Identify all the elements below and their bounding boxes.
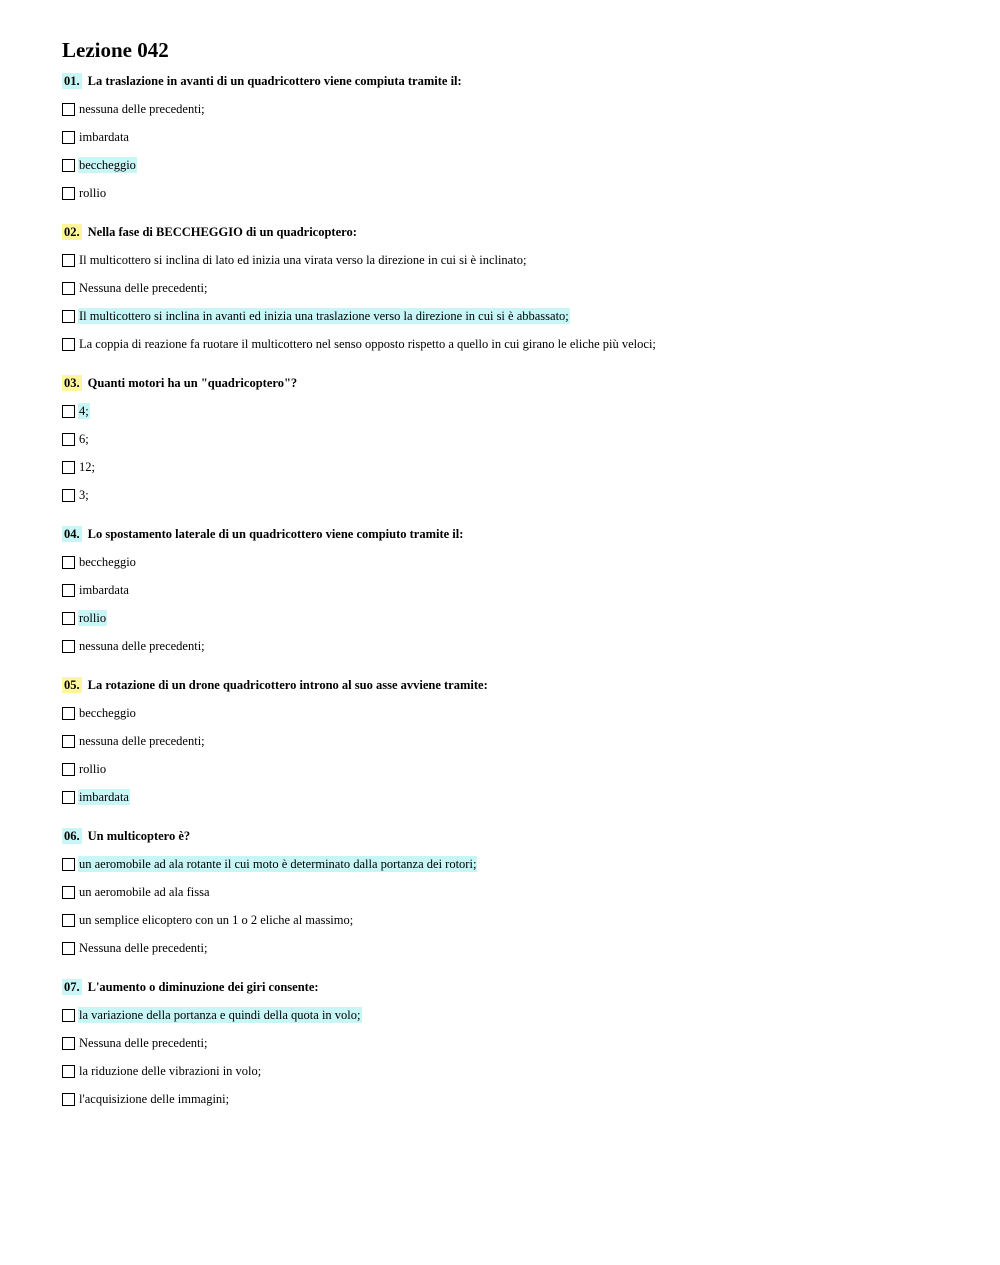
answer-text: nessuna delle precedenti; xyxy=(79,734,205,748)
answer-option-correct[interactable] xyxy=(62,855,962,873)
answer-option[interactable] xyxy=(62,128,962,146)
answer-option[interactable] xyxy=(62,883,962,901)
checkbox-icon[interactable] xyxy=(62,735,75,748)
answer-option[interactable] xyxy=(62,486,962,504)
answer-text: imbardata xyxy=(79,130,129,144)
question-text: La traslazione in avanti di un quadricottero viene compiuta tramite il: xyxy=(87,74,462,88)
page-title: Lezione 042 xyxy=(62,38,169,62)
answer-text: imbardata xyxy=(79,790,129,804)
answer-option[interactable] xyxy=(62,553,962,571)
checkbox-icon[interactable] xyxy=(62,254,75,267)
answer-option[interactable] xyxy=(62,430,962,448)
question-number: 03. xyxy=(64,376,80,390)
answer-text: 4; xyxy=(79,404,89,418)
answer-text: un semplice elicoptero con un 1 o 2 eliche al massimo; xyxy=(79,913,354,927)
question-text: La rotazione di un drone quadricottero introno al suo asse avviene tramite: xyxy=(87,678,488,692)
checkbox-icon[interactable] xyxy=(62,103,75,116)
answer-text: la variazione della portanza e quindi della quota in volo; xyxy=(79,1008,361,1022)
checkbox-icon[interactable] xyxy=(62,433,75,446)
question-block xyxy=(62,223,962,353)
answer-option[interactable] xyxy=(62,335,962,353)
answer-option[interactable] xyxy=(62,760,962,778)
checkbox-icon[interactable] xyxy=(62,282,75,295)
question-block xyxy=(62,72,962,202)
question-text: L'aumento o diminuzione dei giri consente: xyxy=(87,980,319,994)
answer-option[interactable] xyxy=(62,637,962,655)
checkbox-icon[interactable] xyxy=(62,556,75,569)
answer-text: la riduzione delle vibrazioni in volo; xyxy=(79,1064,262,1078)
answer-option[interactable] xyxy=(62,1090,962,1108)
answer-option[interactable] xyxy=(62,184,962,202)
answer-option[interactable] xyxy=(62,732,962,750)
checkbox-icon[interactable] xyxy=(62,489,75,502)
checkbox-icon[interactable] xyxy=(62,942,75,955)
checkbox-icon[interactable] xyxy=(62,461,75,474)
question-number: 02. xyxy=(64,225,80,239)
answer-text: rollio xyxy=(79,762,107,776)
answer-option[interactable] xyxy=(62,581,962,599)
question-block xyxy=(62,374,962,504)
answer-option[interactable] xyxy=(62,458,962,476)
checkbox-icon[interactable] xyxy=(62,640,75,653)
answer-option[interactable] xyxy=(62,100,962,118)
checkbox-icon[interactable] xyxy=(62,612,75,625)
question-block xyxy=(62,525,962,655)
answer-option[interactable] xyxy=(62,704,962,722)
question-text: Quanti motori ha un "quadricoptero"? xyxy=(87,376,298,390)
checkbox-icon[interactable] xyxy=(62,405,75,418)
answer-text: 3; xyxy=(79,488,89,502)
question-header xyxy=(62,827,962,845)
answer-text: un aeromobile ad ala rotante il cui moto è determinato dalla portanza dei rotori; xyxy=(79,857,477,871)
answer-text: Nessuna delle precedenti; xyxy=(79,941,208,955)
question-text: Nella fase di BECCHEGGIO di un quadricoptero: xyxy=(87,225,357,239)
question-text: Lo spostamento laterale di un quadricottero viene compiuto tramite il: xyxy=(87,527,464,541)
answer-option-correct[interactable] xyxy=(62,156,962,174)
checkbox-icon[interactable] xyxy=(62,338,75,351)
question-block xyxy=(62,978,962,1108)
question-header xyxy=(62,525,962,543)
answer-option-correct[interactable] xyxy=(62,402,962,420)
answer-text: un aeromobile ad ala fissa xyxy=(79,885,210,899)
question-header xyxy=(62,978,962,996)
question-header xyxy=(62,676,962,694)
checkbox-icon[interactable] xyxy=(62,1037,75,1050)
checkbox-icon[interactable] xyxy=(62,310,75,323)
answer-option[interactable] xyxy=(62,251,962,269)
answer-option-correct[interactable] xyxy=(62,788,962,806)
answer-text: La coppia di reazione fa ruotare il multicottero nel senso opposto rispetto a quello in cui girano le eliche più veloci; xyxy=(79,337,656,351)
answer-option[interactable] xyxy=(62,911,962,929)
question-header xyxy=(62,374,962,392)
answer-option[interactable] xyxy=(62,279,962,297)
checkbox-icon[interactable] xyxy=(62,159,75,172)
checkbox-icon[interactable] xyxy=(62,707,75,720)
question-number: 05. xyxy=(64,678,80,692)
answer-text: rollio xyxy=(79,611,107,625)
answer-text: imbardata xyxy=(79,583,129,597)
answer-option[interactable] xyxy=(62,1062,962,1080)
answer-option[interactable] xyxy=(62,939,962,957)
question-text: Un multicoptero è? xyxy=(87,829,191,843)
answer-text: Il multicottero si inclina di lato ed inizia una virata verso la direzione in cui si è inclinato; xyxy=(79,253,527,267)
answer-text: beccheggio xyxy=(79,555,136,569)
question-number: 04. xyxy=(64,527,80,541)
checkbox-icon[interactable] xyxy=(62,858,75,871)
answer-text: nessuna delle precedenti; xyxy=(79,639,205,653)
answer-text: 6; xyxy=(79,432,89,446)
checkbox-icon[interactable] xyxy=(62,763,75,776)
answer-text: beccheggio xyxy=(79,158,136,172)
answer-text: Nessuna delle precedenti; xyxy=(79,281,208,295)
answer-text: rollio xyxy=(79,186,107,200)
checkbox-icon[interactable] xyxy=(62,187,75,200)
answer-option[interactable] xyxy=(62,1034,962,1052)
checkbox-icon[interactable] xyxy=(62,1009,75,1022)
answer-text: 12; xyxy=(79,460,95,474)
checkbox-icon[interactable] xyxy=(62,1093,75,1106)
checkbox-icon[interactable] xyxy=(62,791,75,804)
question-number: 06. xyxy=(64,829,80,843)
answer-option-correct[interactable] xyxy=(62,609,962,627)
question-block xyxy=(62,827,962,957)
answer-text: l'acquisizione delle immagini; xyxy=(79,1092,230,1106)
question-header xyxy=(62,72,962,90)
question-block xyxy=(62,676,962,806)
question-number: 07. xyxy=(64,980,80,994)
checkbox-icon[interactable] xyxy=(62,131,75,144)
checkbox-icon[interactable] xyxy=(62,1065,75,1078)
question-number: 01. xyxy=(64,74,80,88)
answer-text: beccheggio xyxy=(79,706,136,720)
question-header xyxy=(62,223,962,241)
answer-text: nessuna delle precedenti; xyxy=(79,102,205,116)
checkbox-icon[interactable] xyxy=(62,584,75,597)
answer-text: Il multicottero si inclina in avanti ed inizia una traslazione verso la direzione in cui si è abbassato; xyxy=(79,309,569,323)
answer-text: Nessuna delle precedenti; xyxy=(79,1036,208,1050)
answer-option-correct[interactable] xyxy=(62,307,962,325)
answer-option-correct[interactable] xyxy=(62,1006,962,1024)
checkbox-icon[interactable] xyxy=(62,886,75,899)
checkbox-icon[interactable] xyxy=(62,914,75,927)
